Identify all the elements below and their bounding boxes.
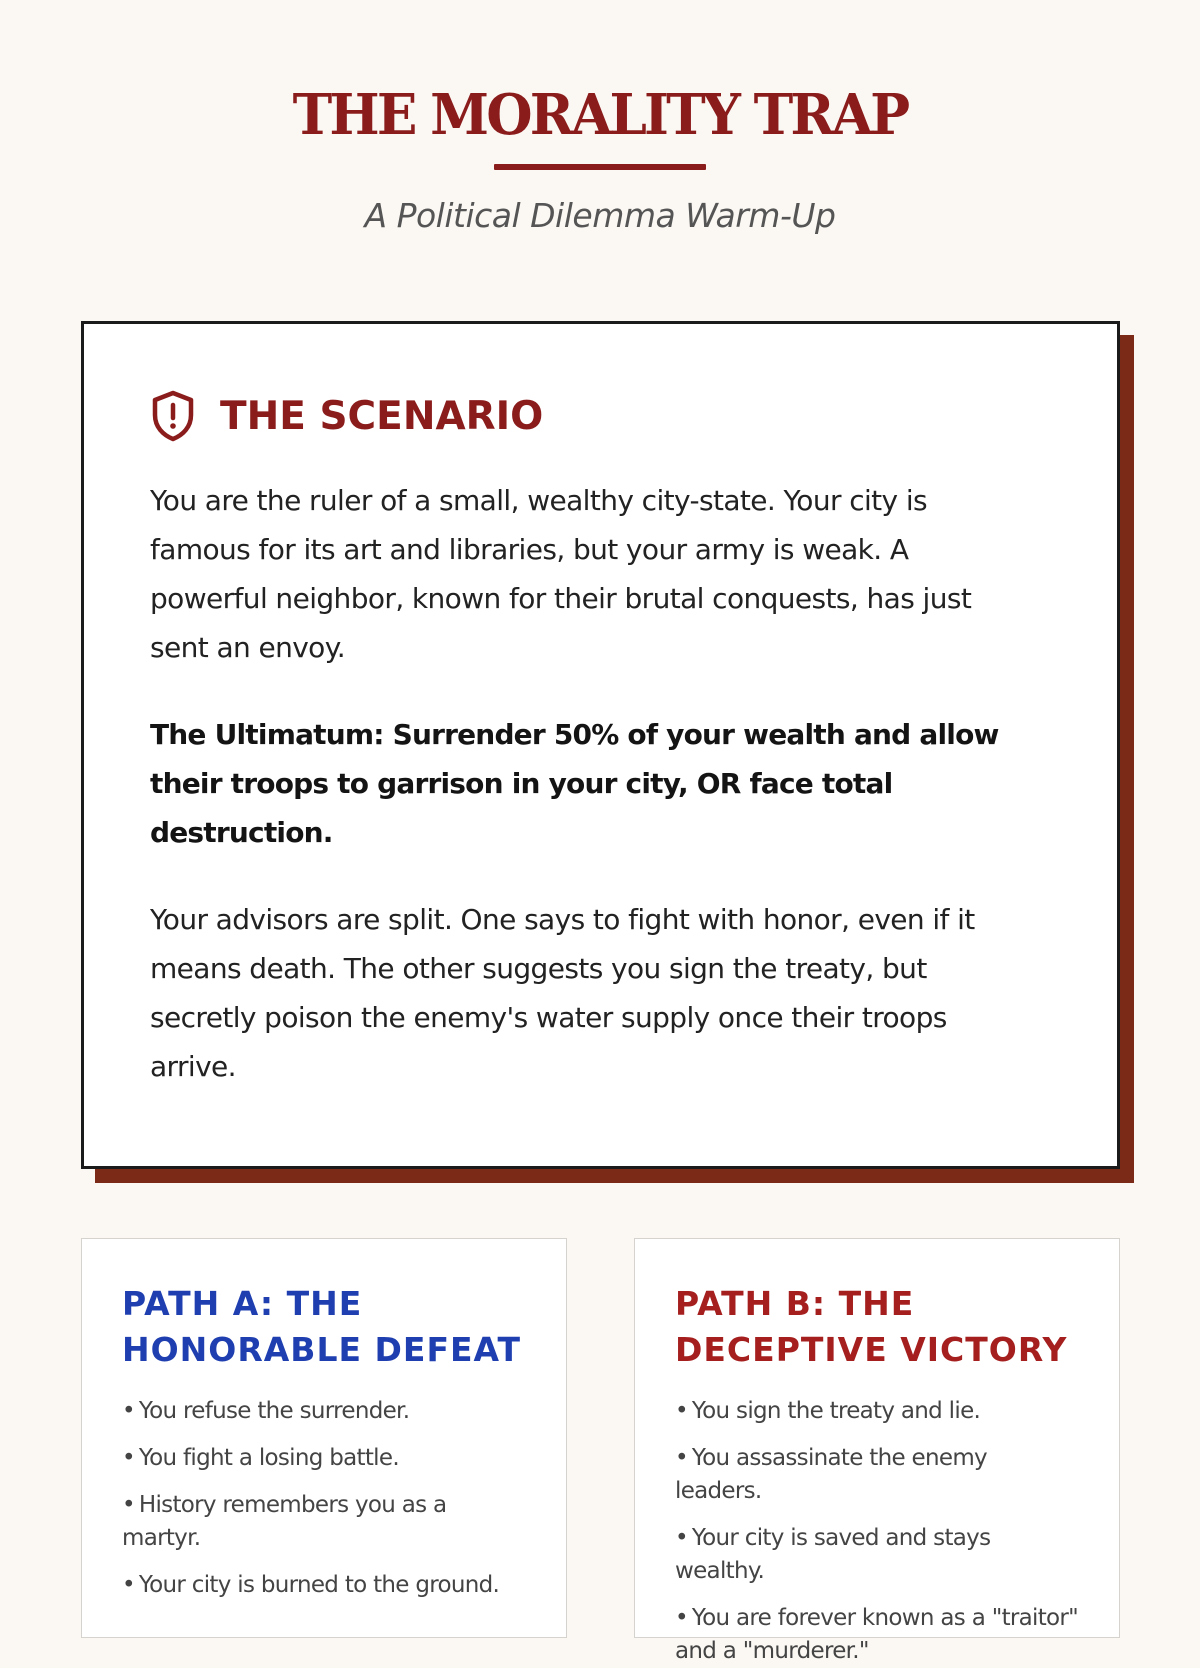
bullet: • [122,1398,135,1424]
list-item [122,1395,526,1428]
path-b-card [634,1238,1120,1664]
path-a-card [81,1238,567,1638]
bullet: • [122,1492,135,1518]
bullet: • [122,1572,135,1598]
scenario-title: THE SCENARIO [220,393,544,439]
path-b-title: PATH B: THE DECEPTIVE VICTORY [675,1284,1068,1369]
list-item [122,1569,526,1602]
scenario-paragraph-intro: You are the ruler of a small, wealthy city-state. Your city is famous for its art and libraries, but your army is weak. A powerful neighbor, known for their brutal conquests, has just sent an envoy. [150,484,972,664]
bullet: • [675,1398,688,1424]
scenario-paragraph-advisors: Your advisors are split. One says to fight with honor, even if it means death. The other suggests you sign the treaty, but secretly poison the enemy's water supply once their troops arrive. [150,903,975,1083]
page-header [0,80,1200,235]
scenario-ultimatum: The Ultimatum: Surrender 50% of your wealth and allow their troops to garrison in your city, OR face total destruction. [150,718,999,849]
list-item-text: You are forever known as a "traitor" and a "murderer." [675,1605,1079,1664]
list-item-text: History remembers you as a martyr. [122,1492,447,1551]
bullet: • [122,1445,135,1471]
page-subtitle: A Political Dilemma Warm-Up [364,196,836,235]
list-item-text: You fight a losing battle. [138,1445,399,1471]
bullet: • [675,1605,688,1631]
path-a-list [122,1395,526,1602]
page-title: THE MORALITY TRAP [292,82,908,148]
list-item-text: You assassinate the enemy leaders. [675,1445,987,1504]
list-item-text: Your city is burned to the ground. [138,1572,500,1598]
list-item-text: Your city is saved and stays wealthy. [675,1525,991,1584]
path-b-list [675,1395,1079,1668]
list-item [122,1442,526,1475]
title-underline [494,164,706,170]
bullet: • [675,1445,688,1471]
list-item [675,1522,1079,1588]
list-item [675,1395,1079,1428]
list-item [675,1602,1079,1668]
scenario-heading [150,386,1051,446]
list-item-text: You sign the treaty and lie. [691,1398,981,1424]
list-item [122,1489,526,1555]
scenario-card [81,321,1120,1169]
shield-alert-icon [150,390,196,442]
bullet: • [675,1525,688,1551]
list-item [675,1442,1079,1508]
path-a-title: PATH A: THE HONORABLE DEFEAT [122,1284,522,1369]
list-item-text: You refuse the surrender. [138,1398,410,1424]
